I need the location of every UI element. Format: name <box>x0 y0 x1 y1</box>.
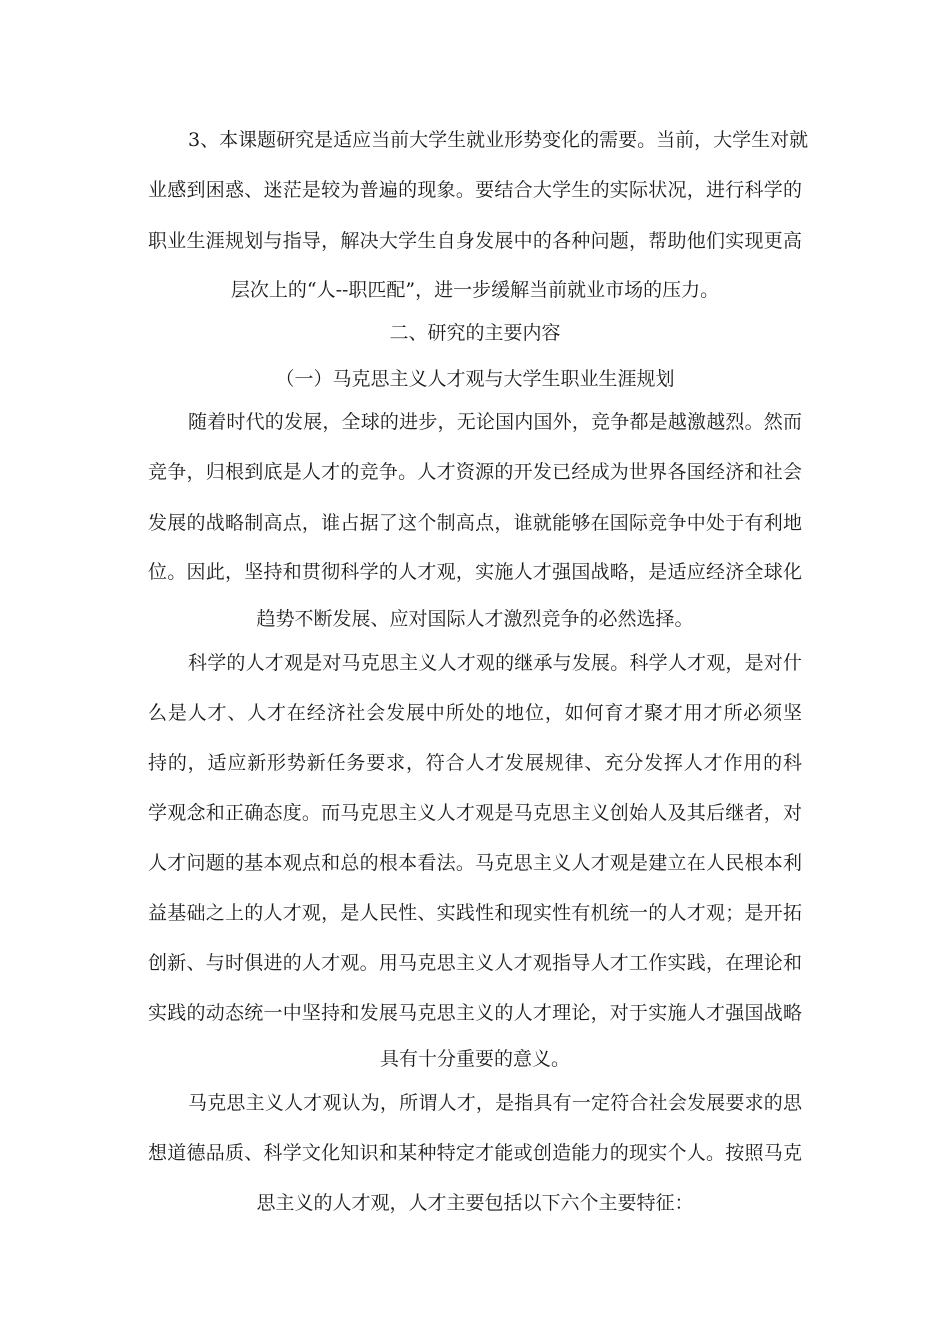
paragraph-talent-line-3: 发展的战略制高点，谁占据了这个制高点，谁就能够在国际竞争中处于有利地 <box>148 512 802 534</box>
paragraph-definition-line-3: 思主义的人才观，人才主要包括以下六个主要特征： <box>256 1192 694 1214</box>
paragraph-science-line-6: 益基础之上的人才观，是人民性、实践性和现实性有机统一的人才观；是开拓 <box>148 902 802 924</box>
paragraph-science-line-2: 么是人才、人才在经济社会发展中所处的地位，如何育才聚才用才所必须坚 <box>148 702 802 724</box>
paragraph-3-line-3: 职业生涯规划与指导，解决大学生自身发展中的各种问题，帮助他们实现更高 <box>148 230 802 252</box>
subsection-heading: （一）马克思主义人才观与大学生职业生涯规划 <box>275 368 675 390</box>
paragraph-science-line-1: 科学的人才观是对马克思主义人才观的继承与发展。科学人才观，是对什 <box>188 652 802 674</box>
paragraph-3-line-2: 业感到困惑、迷茫是较为普遍的现象。要结合大学生的实际状况，进行科学的 <box>148 179 802 201</box>
paragraph-3-line-1: 3、本课题研究是适应当前大学生就业形势变化的需要。当前，大学生对就 <box>188 129 809 151</box>
paragraph-science-line-7: 创新、与时俱进的人才观。用马克思主义人才观指导人才工作实践，在理论和 <box>148 952 802 974</box>
paragraph-definition-line-1: 马克思主义人才观认为，所谓人才，是指具有一定符合社会发展要求的思 <box>188 1092 802 1114</box>
paragraph-3-line-4: 层次上的“人--职匹配”，进一步缓解当前就业市场的压力。 <box>230 279 720 301</box>
paragraph-science-line-8: 实践的动态统一中坚持和发展马克思主义的人才理论，对于实施人才强国战略 <box>148 1002 802 1024</box>
paragraph-talent-line-5: 趋势不断发展、应对国际人才激烈竞争的必然选择。 <box>256 608 694 630</box>
paragraph-definition-line-2: 想道德品质、科学文化知识和某种特定才能或创造能力的现实个人。按照马克 <box>148 1142 802 1164</box>
paragraph-science-line-9: 具有十分重要的意义。 <box>379 1048 570 1070</box>
paragraph-talent-line-2: 竞争，归根到底是人才的竞争。人才资源的开发已经成为世界各国经济和社会 <box>148 461 802 483</box>
paragraph-talent-line-4: 位。因此，坚持和贯彻科学的人才观，实施人才强国战略，是适应经济全球化 <box>148 561 802 583</box>
paragraph-talent-line-1: 随着时代的发展，全球的进步，无论国内国外，竞争都是越激越烈。然而 <box>188 411 802 433</box>
paragraph-science-line-3: 持的，适应新形势新任务要求，符合人才发展规律、充分发挥人才作用的科 <box>148 752 802 774</box>
paragraph-science-line-4: 学观念和正确态度。而马克思主义人才观是马克思主义创始人及其后继者，对 <box>148 802 802 824</box>
paragraph-science-line-5: 人才问题的基本观点和总的根本看法。马克思主义人才观是建立在人民根本利 <box>148 852 802 874</box>
section-heading: 二、研究的主要内容 <box>389 322 561 344</box>
